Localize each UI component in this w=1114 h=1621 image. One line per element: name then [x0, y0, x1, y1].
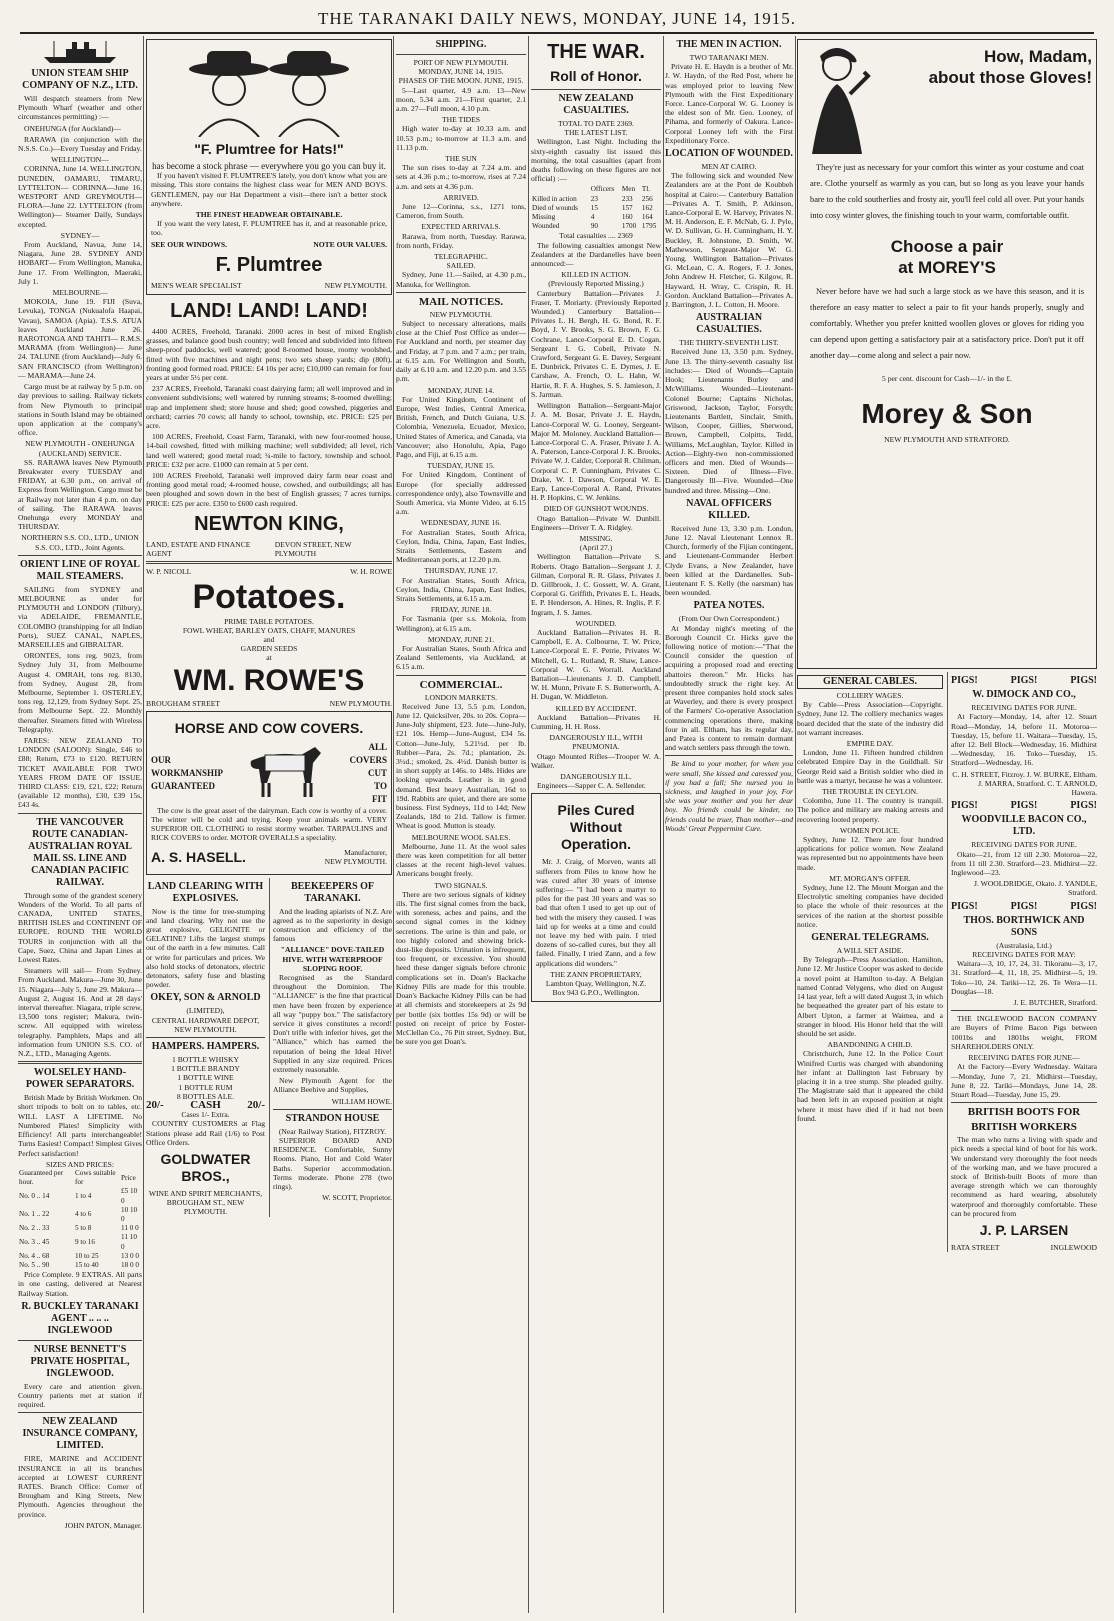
- hasell-ad: HORSE AND COW COVERS. OUR WORKMANSHIP GUARANTEED ALL COVERS CUT TO FIT The cow is the great asset of the dairyman. Each cow is worthy of a cover. The winter will be cold and trying. Keep your animals warm. VERY SUPERIOR OIL CLOTHING to resist stormy weather. TARPAULINS and RICK COVERS to order. MOTOR OVERALLS a speciality. A. S. HASELL. Manufacturer, NEW PLYMOUTH.: [146, 711, 392, 875]
- morey-name: Morey & Son: [861, 398, 1033, 430]
- column-shipping-news: SHIPPING. PORT OF NEW PLYMOUTH. MONDAY, JUNE 14, 1915. PHASES OF THE MOON. JUNE, 1915. 5—Last quarter, 4.9 a.m. 13—New moon, 5.34 a.m. 21—First quarter, 2.1 a.m. 27—Full moon, 4.10 p.m. THE TIDES High water to-day at 10.33 a.m. and 10.53 p.m.; to-morrow at 11.3 a.m. and 11.13 p.m. THE SUN The sun rises to-day at 7.24 a.m. and sets at 4.36 p.m.; to-morrow, rises at 7.24 a.m. and sets at 4.36 p.m. ARRIVED. June 12—Corinna, s.s., 1271 tons, Cameron, from South. EXPECTED ARRIVALS. Rarawa, from north, Tuesday. Rarawa, from north, Friday. TELEGRAPHIC. SAILED. Sydney, June 11.—Sailed, at 4.30 p.m., Manuka, for Wellington. MAIL NOTICES. NEW PLYMOUTH. Subject to necessary alterations, mails close at the Chief Post Office as under— For Auckland and north, per steamer day and Friday, at 7 p.m. and 7 a.m.; per train, at 6.15 a.m. For Wellington and South, daily at 6.10 a.m. and 12.20 p.m. and 3.55 p.m. MONDAY, JUNE 14. For United Kingdom, Continent of Europe, West Indies, Central America, British, French, and Dutch Guiana, U.S. Colombia, Venezuela, Ecuador, Mexico, United States of America, and Canada, via Vancouver; also Honolulu, Apia, Pago Pago, and Fiji, at 6.15 a.m. TUESDAY, JUNE 15. For United Kingdom, Continent of Europe (for specially addressed correspondence only), also Townsville and South America, via Monte Video, at 6.15 a.m. WEDNESDAY, JUNE 16. For Australian States, South Africa, Ceylon, India, China, Japan, East Indies, Straits Settlements, Eastern and Mediterranean ports, at 12.20 p.m. THURSDAY, JUNE 17. For Australian States, South Africa, Ceylon, India, China, Japan, East Indies, Straits Settlements, at 6.15 a.m. FRIDAY, JUNE 18. For Tasmania (per s.s. Mokoia, from Wellington), at 6.15 a.m. MONDAY, JUNE 21. For Australian States, South Africa and Zealand Settlements, via Auckland, at 6.15 a.m. COMMERCIAL. LONDON MARKETS. Received June 13, 5.5 p.m. London, June 12. Quicksilver, 20s. to 20s. Copra—June-July shipment, £23. Jute—June-July, £21 10s. Hemp—June-August, £34 5s. Cotton—June-July, 5.21½d. per lb. Rubber—Para, 2s. 7d.; plantation, 2s. 3½d.; smoked, 2s. 4½d. Danish butter is in short supply at 146s. to 148s. Hides are looking upwards. Leather is in good demand. Best heavy Australian, 16d to 19d. Rabbits are quiet, and there are some business. First Sydneys, 11d to 14d; New Zealands, 18d to 21d. Tallow is firmer. Wheat is good. Mutton is steady. MELBOURNE WOOL SALES. Melbourne, June 11. At the wool sales there was keen competition for all better classes at the recent high-level values. Americans bought freely. TWO SIGNALS. There are two serious signals of kidney ills. The first signal comes from the back, with soreness, aches and pains, and the second signal comes in the kidney secretions. The urine is thin and pale, or too highly colored and showing brick-dust-like deposits. Urination is infrequent, too frequent, or excessive. You should heed these danger signals before chronic complications set in. Doan's Backache Kidney Pills are made for this trouble. Doan's Backache Kidney Pills can be had at all chemists and storekeepers at 2s 9d per bottle (six bottles 15s 9d) or will be posted on receipt of price by Foster-McClellan Co., 76 Pitt street, Sydney. But, be sure you get Doan's.: [396, 39, 526, 1047]
- casualty-table: Officers Men Tl. Killed in action 23 233 256 Died of wounds 15 157 162 Missing 4 160 164 Wounded 90 1700 1795: [531, 185, 661, 231]
- column-men-in-action: THE MEN IN ACTION. TWO TARANAKI MEN. Private H. E. Haydn is a brother of Mr. J. W. Haydn, of the Red Post, where he was employed prior to leaving New Plymouth with the First Expeditionary Force. Lance-Corporal W. G. Looney is the eldest son of Mr. Geo. Looney, of Pihama, and formerly of Oakura. Lance-Corporal Looney left with the First Expeditionary Force. LOCATION OF WOUNDED. MEN AT CAIRO. The following sick and wounded New Zealanders are at the Pont de Koubbeh hospital at Cairo:— Canterbury Battalion—Privates A. T. Smith, P. Atkinson, Lance-Corporal E. W. Harvey, Privates N. M. H. Anderson, E. F. McNab, G. J. Pyle, W. D. Sullivan, G. H. Cunningham, H. Y. Buckley, R. Johnstone, D. Smith, W. Mathewson, Sergeant-Major W. G. Young. Wellington Battalion—Privates G. McLean, C. A. Rogers, F. J. Jones, John Andrew H. Fletcher, G. Kilgow, R. Hayward, H. Wray, C. Crispin, R. H. Gordon. Auckland Battalion—Privates A. J. Barrington, J. L. Cotton, H. Moore. AUSTRALIAN CASUALTIES. THE THIRTY-SEVENTH LIST. Received June 13, 3.50 p.m. Sydney, June 13. The thirty-seventh casualty list includes:— Died of Wounds—Captain Hook; Lieutenants Burley and McWilliams. Wounded—Lieutenant-Colonel Bourne; Captains Nicholas, Griswood, Jackson, Taylor, Forsyth; Lieutenants Bartlett, Sinclair, Smith, Wilson, Cooper, Gillies, Sherwood, Brown, Campbell, Colpitts, Tedd, Williams, McLaughlan, Taylor. Killed in Action—Eighty-two non-commissioned officers and men. Died of Wounds—Sixteen. Died of Illness—Five. Dangerously Ill—Five. Wounded—One hundred and three. Missing—One. NAVAL OFFICERS KILLED. Received June 13, 3.30 p.m. London, June 12. Naval Lieutenant Lennox R. Church, formerly of the Fijian contingent, and Lieutenant-Commander Herbert Clyde Evans, a New Zealander, have been killed at the Dardanelles. Sub-Lieutenant F. S. Kelly (the oarsman) has been wounded. PATEA NOTES. (From Our Own Correspondent.) At Monday night's meeting of the Borough Council Cr. Hicks gave the following notice of motion:—"That the Council consider the question of acquiring a proposed road and erecting abattoirs thereon." Mr. Hicks has undoubtedly struck the right key. At present three companies hold stock sales at Waverley, and there is every prospect of the Farmers' Co-operative Association commencing operations there, making four in all. Eltham, has its regular day, and Patea is content to remain dormant and watch settlers pass through the town. Be kind to your mother, for when you were small, She kissed and caressed you, if you had a fall; She nursed you in sickness, and laughed in your joy, For she was your mother and you her dear boy. No friends could be kinder, no friends could be truer, Than mother—and Woods' Great Peppermint Cure.: [665, 39, 793, 833]
- table-row: No. 1 .. 22 4 to 6 10 10 0: [19, 1205, 138, 1223]
- column-display-ads: "F. Plumtree for Hats!" has become a stock phrase — everywhere you go you can buy it. If you haven't visited F. PLUMTREE'S lately, you don't know what you are missing. This store contains the highest class wear for MEN AND BOYS. GENTLEMEN, pay our Hat Department a visit—there isn't a better stock anywhere. THE FINEST HEADWEAR OBTAINABLE. If you want the very latest, F. PLUMTREE has it, and at reasonable price, too. SEE OUR WINDOWS. NOTE OUR VALUES. F. Plumtree MEN'S WEAR SPECIALIST NEW PLYMOUTH. LAND! LAND! LAND! 4400 ACRES, Freehold, Taranaki. 2000 acres in best of mixed English grasses, and balance good bush country; well fenced and subdivided into fifteen sheep-proof paddocks, well watered; good 8-roomed house, roomy woolshed, fitted with five machines and night pens; two sets sheep yards; dip (80ft), fronting good formed road. PRICE: £4 10s per acre; £10,000 can remain for four years at under 5½ per cent. 237 ACRES, Freehold, Taranaki coast dairying farm; all well improved and in convenient subdivisions; well watered by running streams; 8-roomed dwelling; trap and implement shed; store house and shed; good cowshed, piggeries and orchard; carries 70 cows; all handy to school, township, etc. PRICE: £25 per acre. 100 ACRES, Freehold, Coast Farm, Taranaki, with new four-roomed house, 14-bail cowshed, fitted with milking machine; well subdivided; all level, rich land well watered; good metal road; ¼-mile to factory, township and school. PRICE: £32 per acre. £1000 can remain at 5 per cent. 100 ACRES Freehold, Taranaki well improved dairy farm near coast and fronting good metal road; 4-roomed house, cowshed, and outbuildings; all has been ploughed and sown down in the best of English grasses; 7 acres turnips. PRICE: £25 per acre. £350 to £600 cash required. NEWTON KING, LAND, ESTATE AND FINANCE AGENT DEVON STREET, NEW PLYMOUTH W. P. NICOLL W. H. ROWE Potatoes. PRIME TABLE POTATOES. FOWL WHEAT, BARLEY OATS, CHAFF, MANURES and GARDEN SEEDS at WM. ROWE'S BROUGHAM STREET NEW PLYMOUTH. HORSE AND COW COVERS. OUR WORKMANSHIP GUARANTEED ALL COVERS CUT TO FIT The cow is the great asset of the dairyman. Each cow is worthy of a cover. The winter will be cold and trying. Keep your animals warm. VERY SUPERIOR OIL CLOTHING to resist stormy weather. TARPAULINS and RICK COVERS to order. MOTOR OVERALLS a speciality. A. S. HASELL. Manufacturer, NEW PLYMOUTH. LAND CLEARING WITH EXPLOSIVES. Now is the time for tree-stumping and land clearing. Why not use the great explosive, GELIGNITE or GELATINE? Lifts the largest stumps out of the earth in a few minutes. Call or write for particulars and prices. We also hold stocks of detonators, electric detonators, safety fuse and blasting powder. OKEY, SON & ARNOLD (LIMITED), CENTRAL HARDWARE DEPOT, NEW PLYMOUTH. HAMPERS. HAMPERS. 1 BOTTLE WHISKY 1 BOTTLE BRANDY 1 BOTTLE WINE 1 BOTTLE RUM 8 BOTTLES ALE. 20/- CASH 20/- Cases 1/- Extra. COUNTRY CUSTOMERS at Flag Stations please add Rail (1/6) to Post Office Orders. GOLDWATER BROS., WINE AND SPIRIT MERCHANTS, BROUGHAM ST., NEW PLYMOUTH. BEEKEEPERS OF TARANAKI. And the leading apiarists of N.Z. Are agreed as to the superiority in design construction and efficiency of the famous "ALLIANCE" DOVE-TAILED HIVE. WITH WATERPROOF SLOPING ROOF. Recognised as the Standard throughout the Dominion. The "ALLIANCE" is the fine that practical men have been frozen by experience all way "puppy box." The satisfactory service it gives constitutes a record! Don't trifle with inferior hives, get the "Alliance," which has earned the reputation of being the Ideal Hive! Supplied in any size required. Prices extremely reasonable. New Plymouth Agent for the Alliance Beehive and Supplies, WILLIAM HOWE. STRANDON HOUSE (Near Railway Station), FITZROY. SUPERIOR BOARD AND RESIDENCE. Comfortable, Sunny Rooms. Piano, Hot and Cold Water Baths. Superior accommodation. Terms moderate. Phone 278 (two rings). W. SCOTT, Proprietor.: [146, 36, 392, 1613]
- plumtree-slogan: "F. Plumtree for Hats!": [194, 141, 344, 157]
- horse-icon: [241, 741, 331, 805]
- separator-sizes-table: Guaranteed per hour. Cows suitable for Price No. 0 .. 14 1 to 4 £5 10 0 No. 1 .. 22 4 to 6 10 10 0 No. 2 .. 33 5 to 8 11 0 0 No. 3 .. 45 9 to 16 11 10 0 No. 4 .. 68 10 to 25 13 0 0 No. 5 .. 90 15 to 40 18 0 0: [18, 1169, 142, 1270]
- table-row: No. 2 .. 33 5 to 8 11 0 0: [19, 1224, 139, 1233]
- table-row: Killed in action 23 233 256: [532, 194, 653, 203]
- table-row: No. 5 .. 90 15 to 40 18 0 0: [19, 1260, 139, 1269]
- rowes-name: WM. ROWE'S: [173, 663, 365, 697]
- table-row: No. 0 .. 14 1 to 4 £5 10 0: [19, 1187, 138, 1205]
- table-row: Missing 4 160 164: [532, 213, 653, 222]
- masthead: THE TARANAKI DAILY NEWS, MONDAY, JUNE 14, 1915.: [20, 6, 1094, 34]
- morey-glove-ad: How, Madam, about those Gloves! They're just as necessary for your comfort this winter as your costume and coat are. Clothe yourself as warmly as you can, but so long as you leave your hands bare to the cold southerlies and frosty air, you'll feel cold all over. Put your hands into cosy winter gloves, the finishing touch to your warm, comfortable outfit. Choose a pair at MOREY'S Never before have we had such a large stock as we have this season, and it is therefore an easy matter to select a pair to fit your hands properly, snugly and comfortably. Whether you prefer knitted woollen gloves or gloves for riding you can depend upon getting a satisfactory pair at a satisfactory price. Don't put it off another day—come along and select a pair now. 5 per cent. discount for Cash—1/- in the £. Morey & Son NEW PLYMOUTH AND STRATFORD.: [797, 39, 1097, 669]
- table-row: Died of wounds 15 157 162: [532, 203, 653, 212]
- plumtree-ad: "F. Plumtree for Hats!" has become a stock phrase — everywhere you go you can buy it. If you haven't visited F. PLUMTREE'S lately, you don't know what you are missing. This store contains the highest class wear for MEN AND BOYS. GENTLEMEN, pay our Hat Department a visit—there isn't a better stock anywhere. THE FINEST HEADWEAR OBTAINABLE. If you want the very latest, F. PLUMTREE has it, and at reasonable price, too. SEE OUR WINDOWS. NOTE OUR VALUES. F. Plumtree MEN'S WEAR SPECIALIST NEW PLYMOUTH.: [146, 39, 392, 295]
- lady-with-gloves-illustration: [802, 44, 872, 156]
- steamship-icon: [18, 39, 142, 65]
- column-right-ads: How, Madam, about those Gloves! They're just as necessary for your comfort this winter as your costume and coat are. Clothe yourself as warmly as you can, but so long as you leave your hands bare to the cold southerlies and frosty air, you'll feel cold all over. Put your hands into cosy winter gloves, the finishing touch to your warm, comfortable outfit. Choose a pair at MOREY'S Never before have we had such a large stock as we have this season, and it is therefore an easy matter to select a pair to fit your hands properly, snugly and comfortably. Whether you prefer knitted woollen gloves or gloves for riding you can depend upon getting a satisfactory pair at a satisfactory price. Don't put it off another day—come along and select a pair now. 5 per cent. discount for Cash—1/- in the £. Morey & Son NEW PLYMOUTH AND STRATFORD. GENERAL CABLES. COLLIERY WAGES. By Cable—Press Association—Copyright. Sydney, June 12. The colliery mechanics wages board decided that the state of the industry did not warrant increases. EMPIRE DAY. London, June 11. Fifteen hundred children celebrated Empire Day in the Guildhall. Sir George Reid said a British soldier who died in battle was a martyr, because he was a volunteer. THE TROUBLE IN CEYLON. Colombo, June 11. The country is tranquil. The police and military are making arrests and recovering looted property. WOMEN POLICE. Sydney, June 12. There are four hundred applications for police women. New Zealand was represented but no appointments have been made. MT. MORGAN'S OFFER. Sydney, June 12. The Mount Morgan and the Electrolytic smelting companies have decided to place the whole of their resources at the services of the nation at the shortest possible notice. GENERAL TELEGRAMS. A WILL SET ASIDE. By Telegraph—Press Association. Hamilton, June 12. Mr Justice Cooper was asked to decide a novel point at Hamilton to-day. A Belgian named Conrad Velygens, who died on August 14 last year, left a will dated August 3, in which he bequeathed the greater part of his estate to Albert Upton, a farmer at Waimea, and a stranger in blood. His Honor held that the will should be set aside. ABANDONING A CHILD. Christchurch, June 12. In the Police Court Winifred Curtis was charged with abandoning her infant at Dallington last February by placing it in a tree stump. She pleaded guilty. The Magistrate said that it appeared the child had been left in an exposed position at night where it must have died if it had not been found. PIGS! PIGS! PIGS! W. DIMOCK AND CO., RECEIVING DATES FOR JUNE. At Factory—Monday, 14, after 12. Stuart Road—Monday, 14, before 11. Motoroa—Tuesday, 15, before 11. Waitara—Tuesday, 15, after 12. Bell Block—Wednesday, 16. Midhirst—Wednesday, 16. Toko—Tuesday, 15. Stratford—Wednesday, 16. C. H. STREET, Fitzroy. J. W. BURKE, Eltham. J. MARRA, Stratford. C. T. ARNOLD, Hawera. PIGS! PIGS! PIGS! WOODVILLE BACON CO., LTD. RECEIVING DATES FOR JUNE. Okato—21, from 12 till 2.30. Motoroa—22, from 11 till 2.30. Stratford—23. Midhirst—22. Inglewood—23. J. WOOLDRIDGE, Okato. J. YANDLE, Stratford. PIGS! PIGS! PIGS! THOS. BORTHWICK AND SONS (Australasia, Ltd.) RECEIVING DATES FOR MAY: Waitara—3, 10, 17, 24, 31. Tikoranu—3, 17, 31. Stratford—4, 11, 18, 25. Midhirst—5, 19. Toko—10, 24. Tariki—12, 26. Te Wera—11. Douglas—18. J. E. BUTCHER, Stratford. THE INGLEWOOD BACON COMPANY are Buyers of Prime Bacon Pigs between 1001bs and 1801bs weight, FROM SHAREHOLDERS ONLY. RECEIVING DATES FOR JUNE— At the Factory—Every Wednesday. Waitara—Monday, June 7, 21. Midhirst—Tuesday, June 8, 22. Tariki—Mondays, June 14, 28. Stuart Road—Tuesday, June 15, 29. BRITISH BOOTS FOR BRITISH WORKERS The man who turns a living with spade and pick needs a special kind of boot for his work. We understand very thoroughly the foot needs of the working man, and we have procured a stock of British-built Boots of more than average strength which we can thoroughly recommend as hard wearing, absolutely waterproof and thoroughly comfortable. These can be procured from J. P. LARSEN RATA STREET INGLEWOOD: [797, 36, 1097, 1613]
- newton-king-name: NEWTON KING,: [194, 512, 344, 535]
- wolseley-heading: WOLSELEY HAND-POWER SEPARATORS.: [25, 1067, 135, 1091]
- column-war-news: THE WAR. Roll of Honor. NEW ZEALAND CASUALTIES. TOTAL TO DATE 2369. THE LATEST LIST. Wellington, Last Night. Including the sixty-eighth casualty list issued this morning, the total casualties (apart from deaths following on these figures are not official) :— Officers Men Tl. Killed in action 23 233 256 Died of wounds 15 157 162 Missing 4 160 164 Wounded 90 1700 1795 Total casualties .... 2369 The following casualties amongst New Zealanders at the Dardanelles have been announced:— KILLED IN ACTION. (Previously Reported Missing.) Canterbury Battalion—Privates J. Fraser, T. Moriarty. (Previously Reported Wounded.) Canterbury Battalion—Privates L. H. Bergh, H. G. Bond, R. F. Boyd, J. V. Brooks, S. G. Brown, F. G. Cochrane, Lance-Corporal E. D. Cogan, Sergeant I. G. Cobell, Private N. Crawford, Sergeant G. E. Davey, Sergeant E. Dunbrick, Privates C. E. Dymes, J. E. Carshaw, A. French, O. L. Hahn, W. Hartie, R. F. A. Hughes, S. S. Jamieson, J. S. Jarman. Wellington Battalion—Sergeant-Major J. A. M. Bosar, Private J. E. Haydn, Lance-Corporal W. G. Looney, Sergeant-Major M. Moloney. Auckland Battalion—Lance-Corporal C. A. Fraser, Private J. A. A. Paterson, Lance-Corporal J. K. Brooks, Private W. J. Calder, Corporal R. Chilman, Corporal C. P. Cunningham, Privates C. Drake, W. I. Dawson, Corporal W. E. Earp, Lance-Corporal A. Rand, Privates H. P. Hopkins, C. W. Jenkins. DIED OF GUNSHOT WOUNDS. Otago Battalion—Private W. Dunbill. Engineers—Driver T. A. Ridgley. MISSING. (April 27.) Wellington Battalion—Private S. Roberts. Otago Battalion—Sergeant J. J. Gilman, Corporal R. R. Glass, Privates J. D. Gillbrook, J. C. Gossett, W. A. Grant, Corporal G. Griffith, Privates E. L. Heads, E. P. Henderson, A. Hines, R. Inglis, P. F. Ingram, J. S. James. WOUNDED. Auckland Battalion—Privates H. R. Campbell, E. A. Colbourne, T. W. Price, Lance-Corporal E. F. Petrie, Privates W. Mitchell, G. L. Rutland, R. Shaw, Lance-Corporal W. G. Worrall. Auckland Battalion—Lieutenants J. D. Campbell, W. H. Munn, Private F. S. Butterworth, A. H. Dugan, W. Middleton. KILLED BY ACCIDENT. Auckland Battalion—Privates H. Cumming, H. H. Ross. DANGEROUSLY ILL, WITH PNEUMONIA. Otago Mounted Rifles—Trooper W. A. Walker. DANGEROUSLY ILL. Engineers—Sapper C. A. Sellender. Piles Cured Without Operation. Mr. J. Craig, of Morven, wants all sufferers from Piles to know how he was cured after 30 years of intense suffering:— "I had been a martyr to piles for the past 30 years and was so bad that often I used to get up out of bed with the misery they caused. I was laid up for weeks at a time and could not leave my bed with pain. I tried dozens of so-called cures, but they all failed. Finally, I tried Zann, and a few applications did wonders." THE ZANN PROPRIETARY, Lambton Quay, Wellington, N.Z. Box 943 G.P.O., Wellington.: [531, 36, 661, 1613]
- column-shipping-ads: UNION STEAM SHIP COMPANY OF N.Z., LTD. Will despatch steamers from New Plymouth Wharf (weather and other circumstances permitting) :— ONEHUNGA (for Auckland)— RARAWA (in conjunction with the N.S.S. Co.)—Every Tuesday and Friday. WELLINGTON— CORINNA, June 14. WELLINGTON, DUNEDIN, OAMARU, TIMARU, LYTTELTON— CORINNA—June 16. WESTPORT AND GREYMOUTH— FLORA—June 22. LYTTELTON (from Wellington)— Steamer Daily, Sundays excepted. SYDNEY— From Auckland, Navua, June 14, Niagara, June 28. SYDNEY AND HOBART— From Wellington, Manuka, June 17. From Wellington, Maeraki, July 1. MELBOURNE— MOKOIA, June 19. FIJI (Suva, Levuka), TONGA (Nukualofa Haapai, Vavau), SAMOA (Apia). T.S.S. ATUA leaves Auckland June 26. RAROTONGA AND TAHITI— R.M.S. MARAMA (from Wellington)— June 24. TALUNE (from Auckland)—July 6. SAN FRANCISCO (from Wellington)— MARAMA—June 24. Cargo must be at railway by 5 p.m. on day previous to sailing. Railway tickets from New Plymouth to principal stations in South Island may be obtained upon application at the company's office. NEW PLYMOUTH - ONEHUNGA (AUCKLAND) SERVICE. SS. RARAWA leaves New Plymouth Breakwater every TUESDAY and FRIDAY, at 6.30 p.m., on arrival of Express from Wellington. Cargo must be at Railway not later than 4 p.m. on day of sailing. The RARAWA leaves Onehunga every MONDAY and THURSDAY. NORTHERN S.S. CO., LTD., UNION S.S. CO., LTD., Joint Agents. ORIENT LINE OF ROYAL MAIL STEAMERS. SAILING from SYDNEY and MELBOURNE as under for PLYMOUTH and LONDON (Tilbury), via ADELAIDE, FREMANTLE, COLOMBO (transhipping for all Indian Ports), SUEZ CANAL, NAPLES, MARSEILLES and GIBRALTAR. ORONTES, tons reg. 9023, from Sydney July 31, from Melbourne August 4. OMRAH, tons reg. 8130, from Sydney, August 28, from Melbourne, September 1. OSTERLEY, tons reg. 12,129, from Sydney Sept. 25, from Melbourne Sept. 22. Monthly thereafter. Steamers fitted with Wireless Telegraphy. FARES: NEW ZEALAND TO LONDON (SALOON): Single, £46 to £88; Return, £73 to £120. RETURN TICKET AVAILABLE FOR TWO YEARS FROM DATE OF ISSUE. THIRD CLASS: £19, £21, £22; Return (available 12 months), £30, £39 15s, £43 4s. THE VANCOUVER ROUTE CANADIAN-AUSTRALIAN ROYAL MAIL SS. LINE AND CANADIAN PACIFIC RAILWAY. Through some of the grandest scenery Wonders of the World. To all parts of CANADA, UNITED STATES, BRITISH ISLES and CONTINENT OF EUROPE. ROUND THE WORLD TOURS in conjunction with all the Cape, Suez, China and Japan Lines at Lowest Rates. Steamers will sail— From Sydney. From Auckland. Makura—June 30, June 15. Niagara—July 5, June 29. Makura—August 2, August 16. And at 28 days' interval thereafter. Niagara, triple screw, 13,500 tons register; Makura, twin-screw. All equipped with wireless telegraphy. Pamphlets, Maps and all information from UNION S.S. CO. of N.Z., LTD., Managing Agents. WOLSELEY HAND-POWER SEPARATORS. British Made by British Workmen. On short tripods to bolt on to tables, etc. WILL LAST A LIFETIME. No Numbered Plates! Simplicity with Efficiency! All parts interchangeable! Turns Easiest! Compact! Simplest Gives Perfect satisfaction! SIZES AND PRICES: Guaranteed per hour. Cows suitable for Price No. 0 .. 14 1 to 4 £5 10 0 No. 1 .. 22 4 to 6 10 10 0 No. 2 .. 33 5 to 8 11 0 0 No. 3 .. 45 9 to 16 11 10 0 No. 4 .. 68 10 to 25 13 0 0 No. 5 .. 90 15 to 40 18 0 0 Price Complete. 9 EXTRAS. All parts in one casting, delivered at Nearest Railway Station. R. BUCKLEY TARANAKI AGENT .. .. .. INGLEWOOD NURSE BENNETT'S PRIVATE HOSPITAL, INGLEWOOD. Every care and attention given. Country patients met at station if required. NEW ZEALAND INSURANCE COMPANY, LIMITED. FIRE, MARINE and ACCIDENT INSURANCE in all its branches accepted at LOWEST CURRENT RATES. Branch Office: Corner of Brougham and King Streets, New Plymouth. Agencies throughout the province. JOHN PATON, Manager.: [18, 36, 142, 1613]
- piles-ad: Piles Cured Without Operation. Mr. J. Craig, of Morven, wants all sufferers from Piles to know how he was cured after 30 years of intense suffering:— "I had been a martyr to piles for the past 30 years and was so bad that often I used to get up out of bed with the misery they caused. I was laid up for weeks at a time and could not leave my bed with pain. I tried dozens of so-called cures, but they all failed. Finally, I tried Zann, and a few applications did wonders." THE ZANN PROPRIETARY, Lambton Quay, Wellington, N.Z. Box 943 G.P.O., Wellington.: [531, 793, 661, 1002]
- potatoes-heading: Potatoes.: [192, 577, 346, 616]
- table-row: Wounded 90 1700 1795: [532, 222, 657, 231]
- table-row: No. 4 .. 68 10 to 25 13 0 0: [19, 1251, 139, 1260]
- table-row: No. 3 .. 45 9 to 16 11 10 0: [19, 1233, 137, 1251]
- plumtree-name: F. Plumtree: [215, 253, 323, 276]
- land-heading: LAND! LAND! LAND!: [170, 300, 368, 323]
- shipping-company-heading: UNION STEAM SHIP COMPANY OF N.Z., LTD.: [22, 68, 138, 91]
- war-heading: THE WAR.: [547, 41, 645, 63]
- hat-wearers-illustration: [151, 47, 387, 137]
